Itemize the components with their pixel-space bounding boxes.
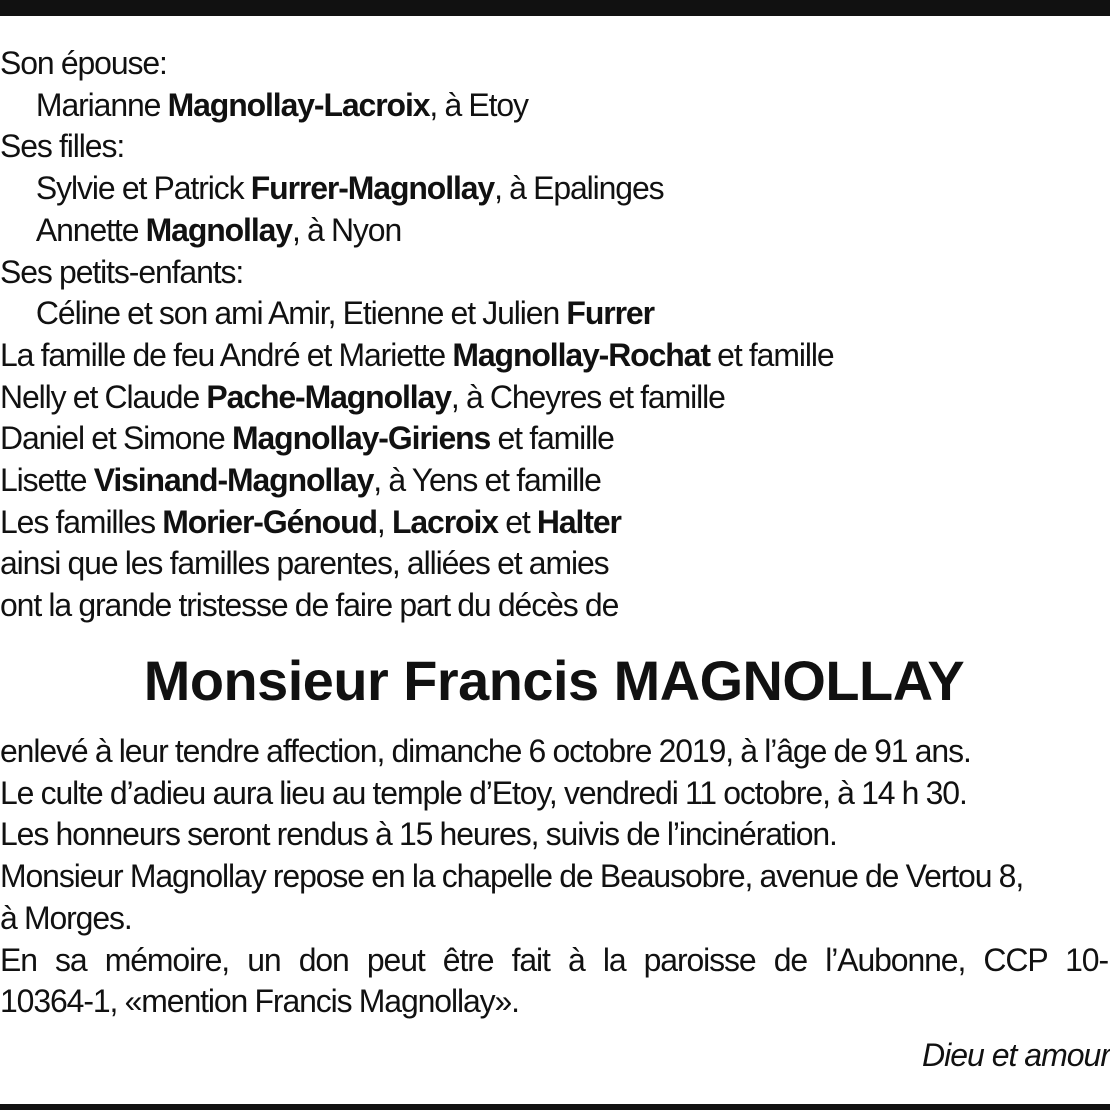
spouse-first-name: Marianne: [35, 86, 168, 123]
detail-donation-ref: 10364-1, «mention Francis Magnollay».: [0, 983, 519, 1020]
relative-4-names: Lisette: [0, 462, 94, 499]
daughter-1-names: Sylvie et Patrick: [35, 170, 251, 207]
relative-entry-3: [0, 418, 1108, 460]
relative-1-suffix: et famille: [709, 336, 834, 373]
relative-entry-1: [0, 335, 1108, 377]
spouse-entry: [0, 85, 1108, 127]
detail-death-date: enlevé à leur tendre affection, dimanche 6 octobre 2019, à l’âge de 91 ans.: [0, 733, 971, 769]
grandchildren-surname: Furrer: [566, 295, 654, 332]
detail-donation: En sa mémoire, un don peut être fait à la paroisse de l’Aubonne, CCP 10-: [0, 941, 1108, 978]
relative-1-surname: Magnollay-Rochat: [452, 336, 710, 373]
top-rule: [0, 0, 1110, 16]
family-name-3: Halter: [536, 503, 621, 540]
families-conjunction: et: [497, 503, 537, 540]
daughter-2-surname: Magnollay: [145, 211, 292, 248]
daughter-entry-1: [0, 168, 1108, 210]
family-name-1: Morier-Génoud: [162, 503, 377, 540]
detail-honours: Les honneurs seront rendus à 15 heures, suivis de l’incinération.: [0, 816, 837, 853]
detail-town: à Morges.: [0, 899, 132, 936]
family-list: [0, 43, 1110, 627]
relative-2-surname: Pache-Magnollay: [206, 378, 451, 415]
spouse-place: , à Etoy: [429, 86, 528, 123]
daughter-2-place: , à Nyon: [291, 211, 402, 248]
daughter-1-place: , à Epalinges: [494, 170, 664, 207]
announcement-line: ont la grande tristesse de faire part du décès de: [0, 587, 619, 624]
deceased-name: Monsieur Francis MAGNOLLAY: [143, 649, 965, 712]
detail-service: Le culte d’adieu aura lieu au temple d’Etoy, vendredi 11 octobre, à 14 h 30.: [0, 774, 967, 811]
spouse-surname: Magnollay-Lacroix: [167, 86, 430, 123]
relative-1-names: La famille de feu André et Mariette: [0, 336, 453, 373]
relative-2-suffix: , à Cheyres et famille: [450, 378, 725, 415]
extended-family-line: ainsi que les familles parentes, alliées et amies: [0, 545, 609, 582]
relative-entry-2: [0, 377, 1108, 419]
relative-4-surname: Visinand-Magnollay: [93, 462, 374, 499]
daughter-1-surname: Furrer-Magnollay: [250, 170, 495, 207]
relative-3-surname: Magnollay-Giriens: [231, 420, 491, 457]
families-entry: [0, 502, 1108, 544]
service-details: [0, 731, 1110, 1023]
relative-4-suffix: , à Yens et famille: [373, 462, 601, 499]
daughters-heading: Ses filles:: [0, 128, 125, 165]
grandchildren-names: Céline et son ami Amir, Etienne et Julien: [35, 295, 567, 332]
relative-2-names: Nelly et Claude: [0, 378, 207, 415]
grandchildren-entry: [0, 293, 1108, 335]
daughter-2-name: Annette: [35, 211, 146, 248]
spouse-heading: Son épouse:: [0, 45, 167, 81]
relative-3-names: Daniel et Simone: [0, 420, 232, 457]
families-prefix: Les familles: [0, 503, 163, 540]
families-separator: ,: [376, 503, 392, 540]
detail-chapel: Monsieur Magnollay repose en la chapelle de Beausobre, avenue de Vertou 8,: [0, 858, 1024, 895]
bottom-rule: [0, 1104, 1110, 1110]
relative-3-suffix: et famille: [490, 420, 614, 457]
daughter-entry-2: [0, 210, 1108, 252]
grandchildren-heading: Ses petits-enfants:: [0, 253, 244, 290]
motto: Dieu et amour: [922, 1037, 1110, 1073]
family-name-2: Lacroix: [391, 503, 498, 540]
relative-entry-4: [0, 460, 1108, 502]
